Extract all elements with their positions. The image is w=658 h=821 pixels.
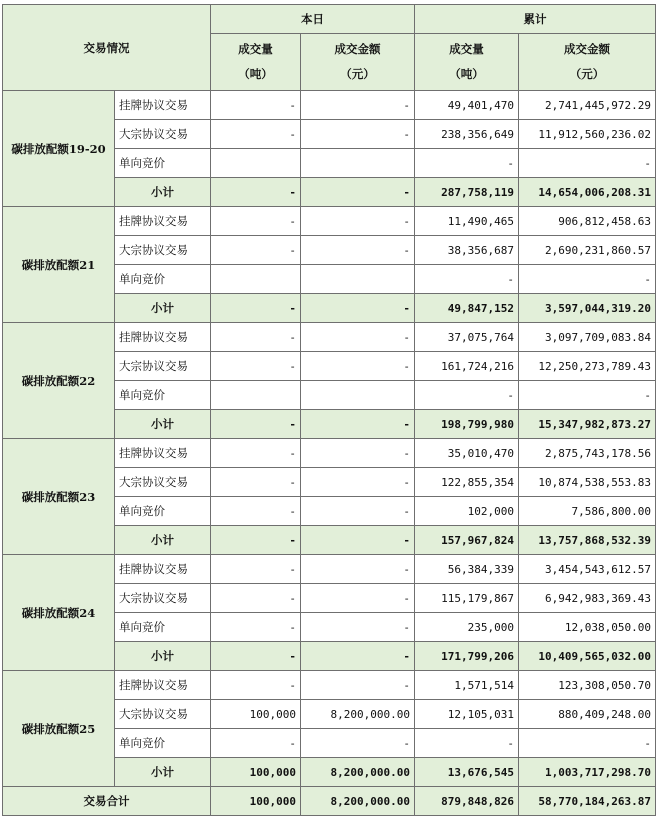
subtotal-cumulative-volume: 287,758,119 [415,178,519,207]
today-amount-cell: - [301,236,415,265]
today-volume-cell: - [211,439,301,468]
subtotal-cumulative-volume: 171,799,206 [415,642,519,671]
today-volume-cell: - [211,555,301,584]
cumulative-volume-cell: 122,855,354 [415,468,519,497]
subtotal-today-amount: - [301,526,415,555]
cumulative-amount-cell: - [519,149,656,178]
trade-type: 挂牌协议交易 [115,91,211,120]
total-row [3,787,656,816]
group-name: 碳排放配额19-20 [3,91,115,207]
table-row [3,207,656,236]
cumulative-amount-cell: 6,942,983,369.43 [519,584,656,613]
header-cum-volume-unit: （吨） [449,67,484,81]
subtotal-today-volume: - [211,642,301,671]
today-amount-cell [301,265,415,294]
trade-type: 单向竞价 [115,497,211,526]
trade-type: 大宗协议交易 [115,120,211,149]
subtotal-cumulative-volume: 49,847,152 [415,294,519,323]
today-volume-cell: 100,000 [211,700,301,729]
subtotal-label: 小计 [115,178,211,207]
cumulative-amount-cell: 11,912,560,236.02 [519,120,656,149]
subtotal-cumulative-amount: 14,654,006,208.31 [519,178,656,207]
today-amount-cell: - [301,352,415,381]
today-amount-cell [301,381,415,410]
cumulative-volume-cell: 1,571,514 [415,671,519,700]
today-amount-cell: - [301,729,415,758]
cumulative-volume-cell: 238,356,649 [415,120,519,149]
subtotal-today-volume: - [211,410,301,439]
header-today-amount [301,34,415,91]
today-volume-cell: - [211,729,301,758]
subtotal-today-amount: - [301,642,415,671]
today-volume-cell [211,149,301,178]
trading-summary-container [2,4,656,816]
cumulative-amount-cell: 7,586,800.00 [519,497,656,526]
header-cum-volume [415,34,519,91]
today-amount-cell: 8,200,000.00 [301,700,415,729]
group-name: 碳排放配额24 [3,555,115,671]
header-today-volume-unit: （吨） [238,67,273,81]
today-volume-cell: - [211,207,301,236]
trade-type: 单向竞价 [115,265,211,294]
header-cum-volume-label: 成交量 [449,42,484,56]
today-volume-cell: - [211,323,301,352]
cumulative-volume-cell: 37,075,764 [415,323,519,352]
trade-type: 单向竞价 [115,381,211,410]
today-amount-cell: - [301,497,415,526]
cumulative-amount-cell: 3,097,709,083.84 [519,323,656,352]
cumulative-amount-cell: 3,454,543,612.57 [519,555,656,584]
subtotal-cumulative-amount: 10,409,565,032.00 [519,642,656,671]
cumulative-volume-cell: 56,384,339 [415,555,519,584]
today-amount-cell: - [301,584,415,613]
today-amount-cell: - [301,323,415,352]
table-row [3,323,656,352]
cumulative-amount-cell: 2,741,445,972.29 [519,91,656,120]
carbon-trading-table [2,4,656,816]
group-name: 碳排放配额25 [3,671,115,787]
today-amount-cell: - [301,555,415,584]
today-amount-cell: - [301,671,415,700]
today-amount-cell: - [301,613,415,642]
cumulative-amount-cell: - [519,265,656,294]
header-cum-amount [519,34,656,91]
subtotal-cumulative-amount: 15,347,982,873.27 [519,410,656,439]
subtotal-label: 小计 [115,642,211,671]
cumulative-volume-cell: - [415,729,519,758]
subtotal-cumulative-amount: 13,757,868,532.39 [519,526,656,555]
table-row [3,439,656,468]
cumulative-amount-cell: 12,038,050.00 [519,613,656,642]
today-volume-cell: - [211,584,301,613]
cumulative-amount-cell: 12,250,273,789.43 [519,352,656,381]
header-today-volume-label: 成交量 [238,42,273,56]
total-label: 交易合计 [3,787,211,816]
trade-type: 挂牌协议交易 [115,323,211,352]
cumulative-volume-cell: - [415,149,519,178]
subtotal-cumulative-volume: 13,676,545 [415,758,519,787]
subtotal-cumulative-amount: 1,003,717,298.70 [519,758,656,787]
trade-type: 挂牌协议交易 [115,555,211,584]
today-volume-cell: - [211,352,301,381]
group-name: 碳排放配额22 [3,323,115,439]
cumulative-volume-cell: 102,000 [415,497,519,526]
total-cumulative-amount: 58,770,184,263.87 [519,787,656,816]
cumulative-volume-cell: 35,010,470 [415,439,519,468]
cumulative-volume-cell: - [415,381,519,410]
cumulative-volume-cell: 38,356,687 [415,236,519,265]
header-cum-amount-unit: （元） [569,67,605,81]
total-today-volume: 100,000 [211,787,301,816]
subtotal-today-amount: - [301,410,415,439]
cumulative-volume-cell: 115,179,867 [415,584,519,613]
cumulative-amount-cell: 2,690,231,860.57 [519,236,656,265]
header-today-amount-unit: （元） [340,67,375,81]
today-volume-cell: - [211,613,301,642]
subtotal-cumulative-volume: 198,799,980 [415,410,519,439]
cumulative-amount-cell: 880,409,248.00 [519,700,656,729]
today-volume-cell: - [211,236,301,265]
cumulative-volume-cell: 235,000 [415,613,519,642]
trade-type: 大宗协议交易 [115,468,211,497]
subtotal-today-amount: - [301,178,415,207]
subtotal-today-amount: 8,200,000.00 [301,758,415,787]
table-row [3,91,656,120]
today-amount-cell: - [301,439,415,468]
trade-type: 大宗协议交易 [115,584,211,613]
trade-type: 单向竞价 [115,729,211,758]
header-today-volume [211,34,301,91]
subtotal-today-volume: - [211,526,301,555]
today-amount-cell: - [301,120,415,149]
trade-type: 单向竞价 [115,613,211,642]
cumulative-volume-cell: 12,105,031 [415,700,519,729]
today-volume-cell: - [211,497,301,526]
subtotal-label: 小计 [115,294,211,323]
header-today-amount-label: 成交金额 [334,42,381,56]
header-today: 本日 [211,5,415,34]
cumulative-amount-cell: - [519,729,656,758]
table-row [3,555,656,584]
cumulative-volume-cell: 161,724,216 [415,352,519,381]
today-volume-cell: - [211,671,301,700]
subtotal-today-volume: - [211,294,301,323]
cumulative-volume-cell: 49,401,470 [415,91,519,120]
cumulative-volume-cell: - [415,265,519,294]
group-name: 碳排放配额23 [3,439,115,555]
header-cumulative: 累计 [415,5,656,34]
subtotal-today-volume: 100,000 [211,758,301,787]
cumulative-amount-cell: 2,875,743,178.56 [519,439,656,468]
today-volume-cell [211,381,301,410]
subtotal-today-amount: - [301,294,415,323]
header-row-1 [3,5,656,34]
subtotal-label: 小计 [115,526,211,555]
subtotal-today-volume: - [211,178,301,207]
trade-type: 大宗协议交易 [115,700,211,729]
cumulative-amount-cell: 10,874,538,553.83 [519,468,656,497]
group-name: 碳排放配额21 [3,207,115,323]
today-volume-cell [211,265,301,294]
header-cum-amount-label: 成交金额 [564,42,610,56]
table-row [3,671,656,700]
total-today-amount: 8,200,000.00 [301,787,415,816]
subtotal-cumulative-amount: 3,597,044,319.20 [519,294,656,323]
cumulative-amount-cell: 123,308,050.70 [519,671,656,700]
cumulative-volume-cell: 11,490,465 [415,207,519,236]
subtotal-label: 小计 [115,410,211,439]
subtotal-label: 小计 [115,758,211,787]
today-amount-cell: - [301,468,415,497]
total-cumulative-volume: 879,848,826 [415,787,519,816]
today-volume-cell: - [211,91,301,120]
today-amount-cell [301,149,415,178]
today-volume-cell: - [211,468,301,497]
trade-type: 挂牌协议交易 [115,671,211,700]
today-amount-cell: - [301,207,415,236]
trade-type: 挂牌协议交易 [115,439,211,468]
trade-type: 单向竞价 [115,149,211,178]
today-volume-cell: - [211,120,301,149]
cumulative-amount-cell: 906,812,458.63 [519,207,656,236]
subtotal-cumulative-volume: 157,967,824 [415,526,519,555]
cumulative-amount-cell: - [519,381,656,410]
today-amount-cell: - [301,91,415,120]
trade-type: 大宗协议交易 [115,352,211,381]
trade-type: 大宗协议交易 [115,236,211,265]
trade-type: 挂牌协议交易 [115,207,211,236]
header-corner: 交易情况 [3,5,211,91]
